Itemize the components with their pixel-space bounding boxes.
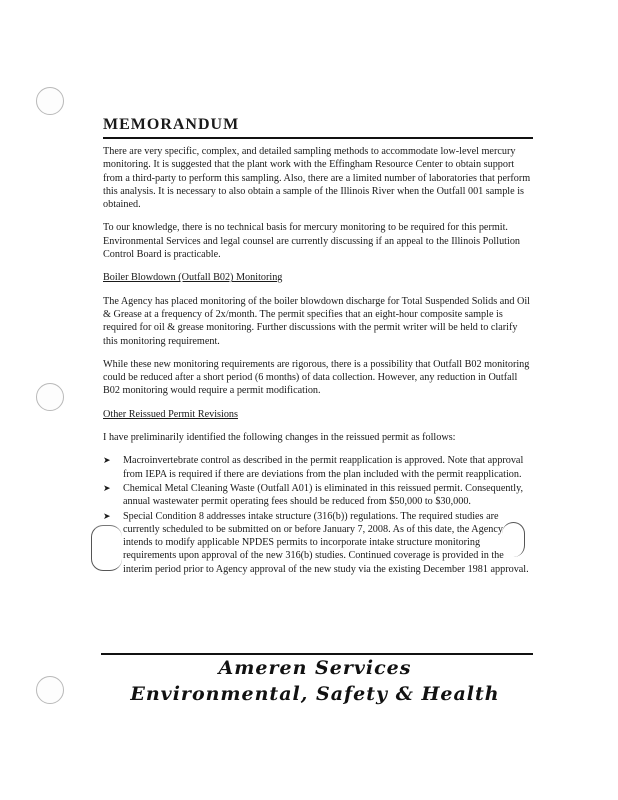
list-item-text: Chemical Metal Cleaning Waste (Outfall A01) is eliminated in this reissued permit. Consequently, annual wastewater permit operating fees should be reduced from $50,000 to $30,000.: [123, 482, 524, 508]
arrow-bullet-icon: ➤: [103, 482, 111, 493]
punch-hole: [36, 676, 64, 704]
revisions-list: [103, 454, 533, 576]
list-item-text: Special Condition 8 addresses intake structure (316(b)) regulations. The required studies are currently scheduled to be submitted on or before January 7, 2008. As of this date, the Agency intends to modify applicable NPDES permits to incorporate intake structure monitoring requirements upon approval of the new 316(b) studies. Continued coverage is provided in the interim period prior to Agency approval of the new study via the existing December 1981 approval.: [123, 510, 529, 575]
memo-body: [103, 114, 533, 577]
list-item: [103, 510, 533, 576]
paragraph-mercury-sampling: There are very specific, complex, and detailed sampling methods to accommodate low-level mercury monitoring. It is suggested that the plant work with the Effingham Resource Center to obtain support from a third-party to perform this sampling. Also, there are a limited number of laboratories that perform this analysis. It is necessary to also obtain a sample of the Illinois River when the Outfall 001 sample is obtained.: [103, 146, 531, 211]
footer-department-name: Environmental, Safety & Health: [130, 683, 500, 705]
letterhead-footer: [100, 655, 530, 707]
arrow-bullet-icon: ➤: [103, 455, 111, 466]
paragraph-revisions-intro: I have preliminarily identified the following changes in the reissued permit as follows:: [103, 432, 456, 444]
title-divider: [103, 137, 533, 139]
punch-hole: [36, 87, 64, 115]
paragraph-mercury-basis: To our knowledge, there is no technical basis for mercury monitoring to be required for this permit. Environmental Services and legal counsel are currently discussing if an appeal to the Illinois Pollution Control Board is practicable.: [103, 222, 521, 261]
list-item: [103, 482, 533, 509]
section-heading-other-revisions: Other Reissued Permit Revisions: [103, 408, 238, 420]
memo-title: MEMORANDUM: [103, 116, 240, 133]
footer-company-name: Ameren Services: [218, 657, 412, 679]
arrow-bullet-icon: ➤: [103, 510, 111, 521]
paragraph-boiler-monitoring: The Agency has placed monitoring of the boiler blowdown discharge for Total Suspended Solids and Oil & Grease at a frequency of 2x/month. The permit specifies that an eight-hour composite sample is required for oil & grease monitoring. Further discussions with the permit writer will be held to clarify this monitoring requirement.: [103, 295, 530, 347]
section-heading-boiler-blowdown: Boiler Blowdown (Outfall B02) Monitoring: [103, 272, 283, 284]
paragraph-boiler-reduction: While these new monitoring requirements are rigorous, there is a possibility that Outfall B02 monitoring could be reduced after a short period (6 months) of data collection. However, any reduction in Outfall B02 monitoring would require a permit modification.: [103, 358, 530, 397]
punch-hole: [36, 383, 64, 411]
list-item: [103, 454, 533, 481]
list-item-text: Macroinvertebrate control as described in the permit reapplication is approved. Note that approval from IEPA is required if there are deviations from the plan included with the permit reapplication.: [123, 455, 524, 480]
